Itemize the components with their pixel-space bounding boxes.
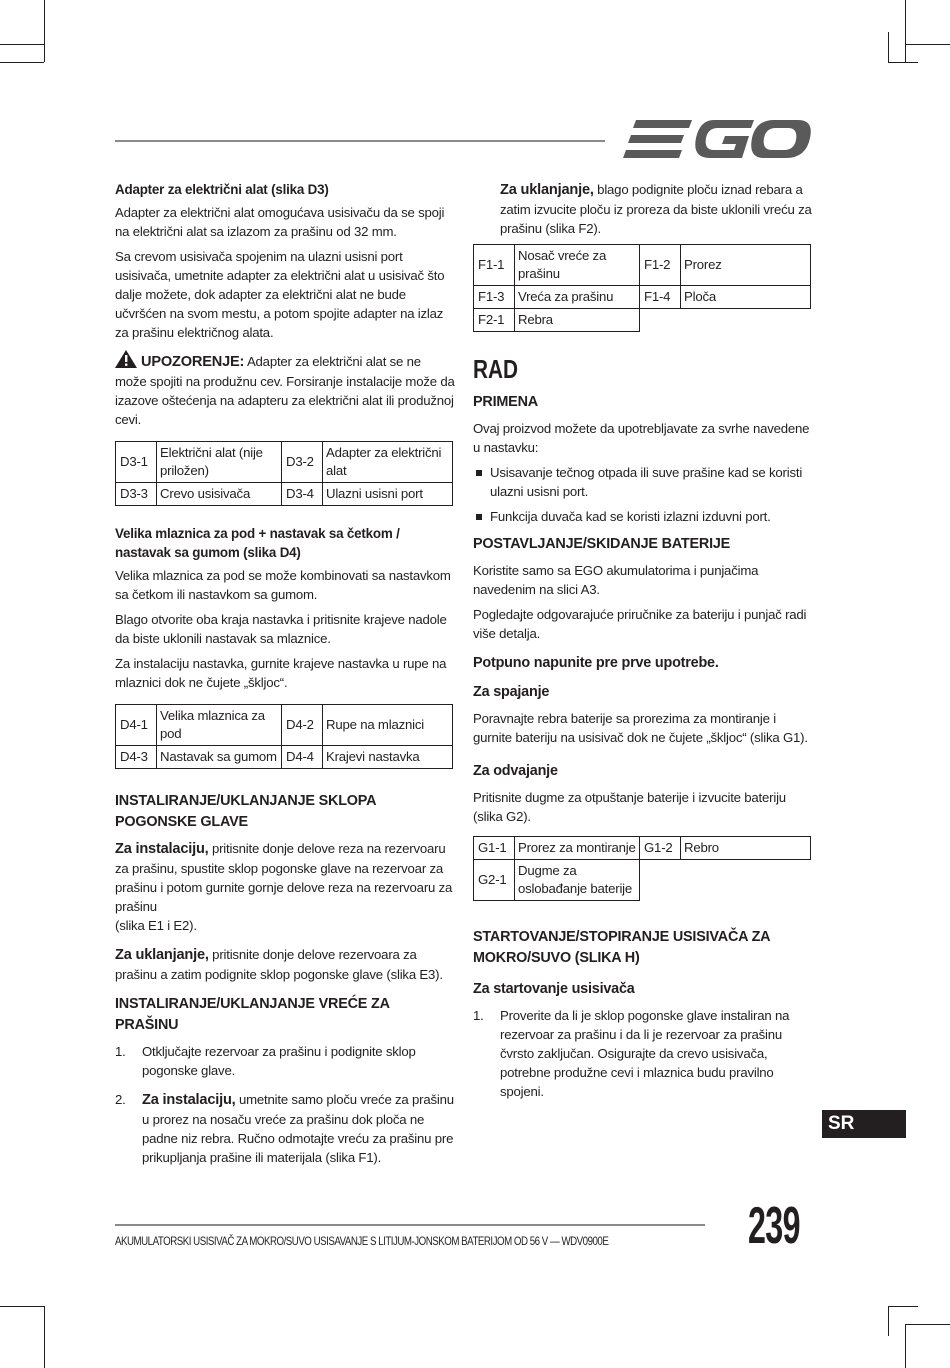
table-cell: Rebra — [515, 309, 640, 332]
list-text: Proverite da li je sklop pogonske glave instaliran na rezervoar za prašinu i da li je rezervoar za prašinu čvrsto zaključan. Osigurajte da crevo usisivača, potrebne produžne cevi i mlaznica budu pravilno spojeni. — [500, 1008, 790, 1099]
paragraph — [473, 180, 813, 238]
section-heading: Za spajanje — [473, 684, 550, 700]
list-text: umetnite samo ploču vreće za prašinu u prorez na nosaču vreće za prašinu dok ploča ne padne niz rebra. Ručno odmotajte vreću za prašinu pre prikupljanja prašine ili materijala (slika F1). — [142, 1092, 454, 1165]
crop-mark — [888, 32, 889, 62]
table-row — [474, 286, 811, 309]
paragraph-text: pritisnite donje delove rezervoara za prašinu a zatim podignite sklop pogonske glave (slika E3). — [115, 947, 443, 982]
paragraph: Velika mlaznica za pod se može kombinovati sa nastavkom sa četkom ili nastavkom sa gumom. — [115, 568, 451, 602]
table-cell: F2-1 — [474, 309, 515, 332]
numbered-list — [473, 1006, 813, 1101]
section-heading: PRIMENA — [473, 394, 538, 410]
section-heading: Za startovanje usisivača — [473, 981, 635, 997]
warning-paragraph — [115, 350, 455, 429]
parts-table-d4 — [115, 704, 453, 769]
section-heading: INSTALIRANJE/UKLANJANJE SKLOPA POGONSKE GLAVE — [115, 793, 376, 830]
table-cell: Krajevi nastavka — [323, 746, 453, 769]
table-cell: D4-1 — [116, 705, 157, 746]
table-cell: D3-2 — [282, 442, 323, 483]
footer-rule — [115, 1224, 705, 1226]
table-cell: Velika mlaznica za pod — [157, 705, 282, 746]
table-cell: D3-3 — [116, 483, 157, 506]
table-cell: F1-3 — [474, 286, 515, 309]
lead-text: Za instalaciju, — [115, 841, 209, 857]
table-cell: F1-4 — [640, 286, 681, 309]
table-cell: Adapter za električni alat — [323, 442, 453, 483]
paragraph: Koristite samo sa EGO akumulatorima i punjačima navedenim na slici A3. — [473, 563, 759, 597]
table-cell: D4-4 — [282, 746, 323, 769]
section-heading: Velika mlaznica za pod + nastavak sa četkom / nastavak sa gumom (slika D4) — [115, 526, 400, 560]
crop-mark — [0, 1306, 44, 1307]
table-row — [116, 746, 453, 769]
table-cell: Ulazni usisni port — [323, 483, 453, 506]
crop-mark — [44, 1306, 45, 1368]
table-cell: G2-1 — [474, 860, 515, 901]
left-column — [115, 180, 455, 1177]
parts-table-d3 — [115, 441, 453, 506]
section-heading: POSTAVLJANJE/SKIDANJE BATERIJE — [473, 536, 731, 552]
footer-text: AKUMULATORSKI USISIVAČ ZA MOKRO/SUVO USISAVANJE S LITIJUM-JONSKOM BATERIJOM OD 56 V — WDV0900E — [115, 1234, 609, 1248]
table-cell: D4-2 — [282, 705, 323, 746]
paragraph — [115, 945, 455, 984]
section-heading: Adapter za električni alat (slika D3) — [115, 182, 329, 197]
warning-text: Adapter za električni alat se ne može spojiti na produžnu cev. Forsiranje instalacije može da izazove oštećenja na adapteru za električni alat ili produžnoj cevi. — [115, 354, 455, 427]
table-cell: D3-4 — [282, 483, 323, 506]
language-tab — [822, 1110, 906, 1138]
table-row — [116, 483, 453, 506]
page-number-text: 239 — [748, 1197, 800, 1255]
table-row — [474, 860, 811, 901]
right-column — [473, 180, 813, 1111]
list-number: 1. — [473, 1008, 484, 1023]
paragraph: Adapter za električni alat omogućava usisivaču da se spoji na električni alat sa izlazom za prašinu od 32 mm. — [115, 205, 445, 239]
warning-label: UPOZORENJE: — [141, 354, 245, 370]
section-heading: STARTOVANJE/STOPIRANJE USISIVAČA ZA MOKRO/SUVO (SLIKA H) — [473, 929, 770, 966]
figure-reference: (slika E1 i E2). — [115, 918, 197, 933]
table-cell: F1-1 — [474, 245, 515, 286]
list-number: 1. — [115, 1044, 126, 1059]
brand-logo — [622, 118, 812, 162]
table-cell: Crevo usisivača — [157, 483, 282, 506]
list-item — [115, 1042, 455, 1080]
section-heading: INSTALIRANJE/UKLANJANJE VREĆE ZA PRAŠINU — [115, 996, 390, 1033]
table-cell: Nastavak sa gumom — [157, 746, 282, 769]
paragraph: Blago otvorite oba kraja nastavka i pritisnite krajeve nadole da biste uklonili nastavak sa mlaznice. — [115, 612, 447, 646]
list-text: Otključajte rezervoar za prašinu i podignite sklop pogonske glave. — [142, 1044, 416, 1078]
crop-mark — [905, 0, 906, 62]
table-cell: Prorez za montiranje — [515, 837, 640, 860]
crop-mark — [906, 44, 950, 45]
table-cell: Električni alat (nije priložen) — [157, 442, 282, 483]
crop-mark — [0, 62, 44, 63]
chapter-title — [473, 354, 813, 388]
numbered-list — [115, 1042, 455, 1167]
table-cell: Nosač vreće za prašinu — [515, 245, 640, 286]
crop-mark — [44, 0, 45, 62]
paragraph-text: blago podignite ploču iznad rebara a zatim izvucite ploču iz proreza da biste uklonili vreću za prašinu (slika F2). — [500, 182, 812, 236]
lead-text: Za uklanjanje, — [500, 182, 594, 198]
table-row — [116, 442, 453, 483]
crop-mark — [905, 1324, 906, 1368]
paragraph: Sa crevom usisivača spojenim na ulazni usisni port usisivača, umetnite adapter za električni alat u usisivač što dalje možete, dok adapter za električni alat ne bude učvršćen na svom mestu, a potom spojite adapter na izlaz za prašinu električnog alata. — [115, 249, 445, 340]
lead-text: Za instalaciju, — [142, 1092, 236, 1108]
ego-logo-icon — [622, 118, 812, 162]
parts-table-f — [473, 244, 811, 332]
table-cell: Rebro — [681, 837, 811, 860]
table-cell: Ploča — [681, 286, 811, 309]
crop-mark — [888, 1306, 918, 1307]
table-cell: G1-1 — [474, 837, 515, 860]
table-cell: D3-1 — [116, 442, 157, 483]
list-item — [473, 1006, 813, 1101]
crop-mark — [0, 44, 44, 45]
warning-triangle-icon — [115, 350, 137, 368]
table-row — [116, 705, 453, 746]
list-item: Funkcija duvača kad se koristi izlazni izduvni port. — [473, 507, 813, 526]
crop-mark — [888, 62, 918, 63]
paragraph: Poravnajte rebra baterije sa prorezima za montiranje i gurnite bateriju na usisivač dok ne čujete „škljoc“ (slika G1). — [473, 711, 808, 745]
paragraph-text: pritisnite donje delove reza na rezervoaru za prašinu, spustite sklop pogonske glave na rezervoar za prašinu i potom gurnite gornje delove reza na rezervoaru za prašinu — [115, 841, 453, 914]
language-tab-label: SR — [828, 1113, 855, 1134]
table-cell-empty — [640, 309, 811, 332]
table-cell: Prorez — [681, 245, 811, 286]
table-row — [474, 245, 811, 286]
table-cell: Dugme za oslobađanje baterije — [515, 860, 640, 901]
table-cell: F1-2 — [640, 245, 681, 286]
crop-mark — [906, 1324, 950, 1325]
table-cell-empty — [640, 860, 811, 901]
paragraph: Za instalaciju nastavka, gurnite krajeve nastavka u rupe na mlaznici dok ne čujete „škljoc“. — [115, 656, 447, 690]
paragraph: Pritisnite dugme za otpuštanje baterije i izvucite bateriju (slika G2). — [473, 790, 786, 824]
crop-mark — [888, 1306, 889, 1336]
paragraph: Ovaj proizvod možete da upotrebljavate za svrhe navedene u nastavku: — [473, 421, 810, 455]
table-cell: G1-2 — [640, 837, 681, 860]
list-item — [115, 1090, 455, 1167]
lead-text: Za uklanjanje, — [115, 947, 209, 963]
parts-table-g — [473, 836, 811, 901]
table-row — [474, 837, 811, 860]
table-cell: D4-3 — [116, 746, 157, 769]
header-rule — [115, 140, 605, 142]
paragraph — [115, 839, 455, 935]
chapter-title-text: RAD — [473, 354, 519, 384]
list-item: Usisavanje tečnog otpada ili suve prašine kad se koristi ulazni usisni port. — [473, 463, 813, 501]
paragraph: Pogledajte odgovarajuće priručnike za bateriju i punjač radi više detalja. — [473, 607, 807, 641]
table-cell: Vreća za prašinu — [515, 286, 640, 309]
section-heading: Potpuno napunite pre prve upotrebe. — [473, 655, 719, 671]
list-number: 2. — [115, 1092, 126, 1107]
table-row — [474, 309, 811, 332]
page-number — [748, 1198, 832, 1254]
table-cell: Rupe na mlaznici — [323, 705, 453, 746]
bullet-list — [473, 463, 813, 526]
section-heading: Za odvajanje — [473, 763, 558, 779]
